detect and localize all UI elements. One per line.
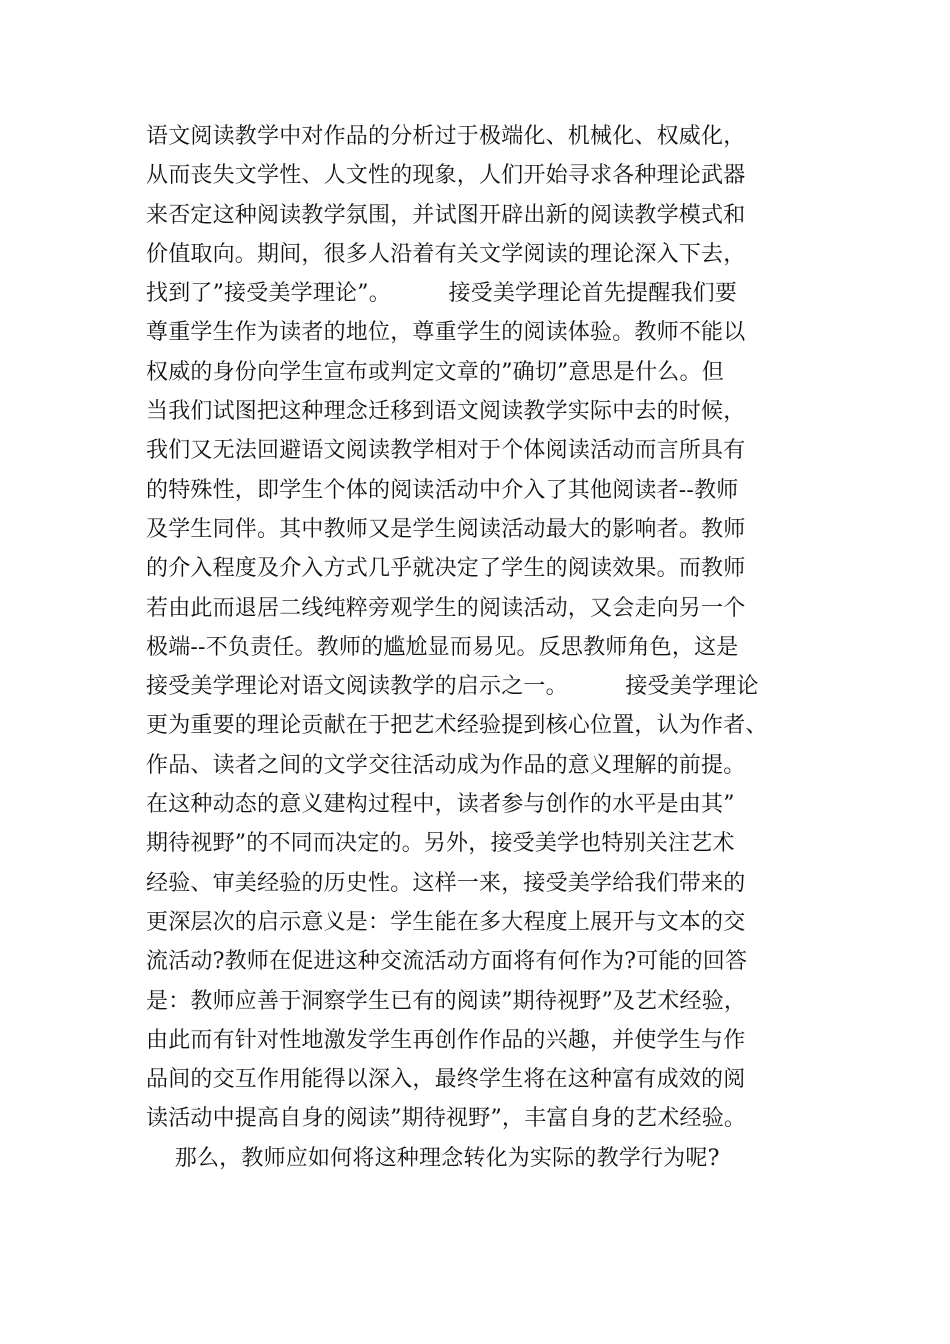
text-line: 更为重要的理论贡献在于把艺术经验提到核心位置，认为作者、 [146, 713, 768, 739]
text-line: 的特殊性，即学生个体的阅读活动中介入了其他阅读者--教师 [146, 477, 739, 503]
text-line: 及学生同伴。其中教师又是学生阅读活动最大的影响者。教师 [146, 516, 746, 542]
text-line: 经验、审美经验的历史性。这样一来，接受美学给我们带来的 [146, 870, 746, 896]
text-line: 期待视野”的不同而决定的。另外，接受美学也特别关注艺术 [146, 831, 735, 857]
text-line: 价值取向。期间，很多人沿着有关文学阅读的理论深入下去， [146, 241, 746, 267]
text-line: 来否定这种阅读教学氛围，并试图开辟出新的阅读教学模式和 [146, 202, 746, 228]
text-line: 是：教师应善于洞察学生已有的阅读”期待视野”及艺术经验， [146, 988, 747, 1014]
text-line: 接受美学理论对语文阅读教学的启示之一。 接受美学理论 [146, 674, 759, 700]
text-line: 由此而有针对性地激发学生再创作作品的兴趣，并使学生与作 [146, 1027, 746, 1053]
text-line: 我们又无法回避语文阅读教学相对于个体阅读活动而言所具有 [146, 438, 746, 464]
text-line: 当我们试图把这种理念迁移到语文阅读教学实际中去的时候， [146, 399, 746, 425]
text-line: 从而丧失文学性、人文性的现象，人们开始寻求各种理论武器 [146, 163, 746, 189]
text-line: 品间的交互作用能得以深入，最终学生将在这种富有成效的阅 [146, 1067, 746, 1093]
text-line: 在这种动态的意义建构过程中，读者参与创作的水平是由其” [146, 792, 735, 818]
text-line: 找到了”接受美学理论”。 接受美学理论首先提醒我们要 [146, 281, 738, 307]
text-line: 权威的身份向学生宣布或判定文章的”确切”意思是什么。但 [146, 359, 724, 385]
text-line: 若由此而退居二线纯粹旁观学生的阅读活动，又会走向另一个 [146, 595, 746, 621]
text-line: 尊重学生作为读者的地位，尊重学生的阅读体验。教师不能以 [146, 320, 746, 346]
text-line: 读活动中提高自身的阅读”期待视野”，丰富自身的艺术经验。 [146, 1106, 747, 1132]
text-line: 更深层次的启示意义是：学生能在多大程度上展开与文本的交 [146, 909, 746, 935]
text-line: 的介入程度及介入方式几乎就决定了学生的阅读效果。而教师 [146, 556, 746, 582]
text-line: 语文阅读教学中对作品的分析过于极端化、机械化、权威化， [146, 124, 746, 149]
text-line: 那么，教师应如何将这种理念转化为实际的教学行为呢? [146, 1145, 720, 1171]
text-line: 极端--不负责任。教师的尴尬显而易见。反思教师角色，这是 [146, 634, 739, 660]
body-text [146, 117, 826, 1178]
text-line: 作品、读者之间的文学交往活动成为作品的意义理解的前提。 [146, 752, 746, 778]
text-line: 流活动?教师在促进这种交流活动方面将有何作为?可能的回答 [146, 949, 748, 975]
